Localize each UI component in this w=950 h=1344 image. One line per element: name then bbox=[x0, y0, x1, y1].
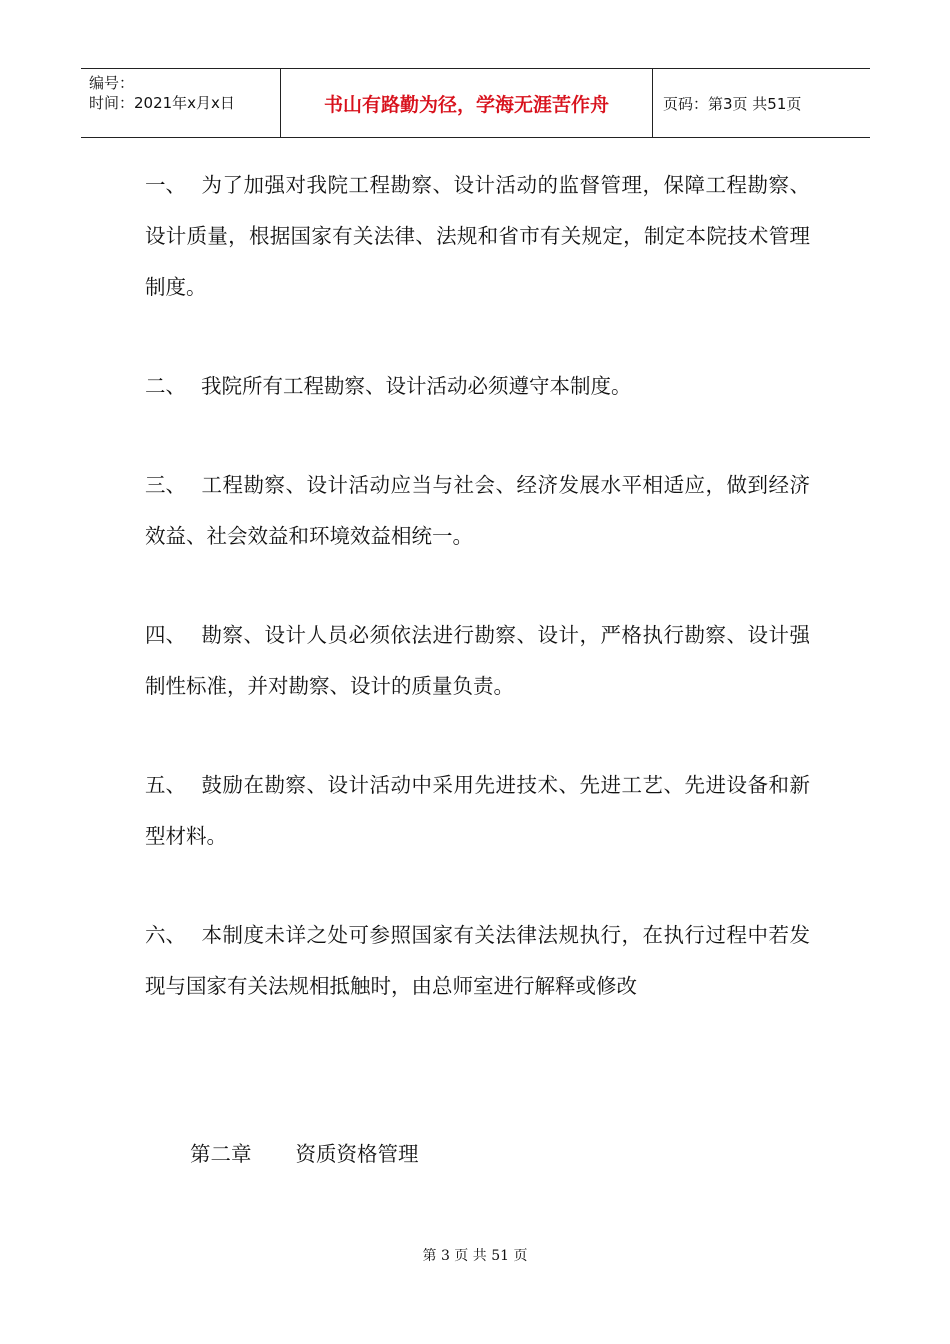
chapter-title: 资质资格管理 bbox=[295, 1142, 419, 1166]
header-date-label: 时间：2021年x月x日 bbox=[89, 94, 235, 112]
paragraph-number: 五、 bbox=[145, 773, 186, 797]
paragraph-number: 一、 bbox=[145, 173, 186, 197]
paragraph-text: 本制度未详之处可参照国家有关法律法规执行，在执行过程中若发现与国家有关法规相抵触时，由总师室进行解释或修改 bbox=[145, 923, 810, 998]
paragraph-text: 鼓励在勘察、设计活动中采用先进技术、先进工艺、先进设备和新型材料。 bbox=[145, 773, 810, 848]
page-footer: 第 3 页 共 51 页 bbox=[422, 1248, 528, 1264]
paragraph-number: 二、 bbox=[145, 374, 186, 398]
paragraph-number: 三、 bbox=[145, 473, 186, 497]
paragraph-3 bbox=[145, 460, 810, 562]
header-meta bbox=[81, 69, 281, 137]
header-number-label: 编号： bbox=[89, 74, 135, 92]
paragraph-4 bbox=[145, 610, 810, 712]
header-page-label: 页码：第3页 共51页 bbox=[663, 94, 802, 113]
header-motto: 书山有路勤为径，学海无涯苦作舟 bbox=[281, 69, 653, 137]
page-header bbox=[81, 68, 870, 138]
paragraph-1 bbox=[145, 160, 810, 313]
chapter-heading bbox=[190, 1138, 419, 1170]
paragraph-number: 六、 bbox=[145, 923, 186, 947]
paragraph-text: 勘察、设计人员必须依法进行勘察、设计，严格执行勘察、设计强制性标准，并对勘察、设计的质量负责。 bbox=[145, 623, 810, 698]
chapter-number: 第二章 bbox=[190, 1142, 252, 1166]
paragraph-text: 工程勘察、设计活动应当与社会、经济发展水平相适应，做到经济效益、社会效益和环境效益相统一。 bbox=[145, 473, 810, 548]
paragraph-number: 四、 bbox=[145, 623, 186, 647]
paragraph-text: 我院所有工程勘察、设计活动必须遵守本制度。 bbox=[201, 374, 632, 398]
paragraph-text: 为了加强对我院工程勘察、设计活动的监督管理，保障工程勘察、设计质量，根据国家有关法律、法规和省市有关规定，制定本院技术管理制度。 bbox=[145, 173, 810, 299]
document-body bbox=[145, 160, 810, 1060]
paragraph-5 bbox=[145, 760, 810, 862]
paragraph-6 bbox=[145, 910, 810, 1012]
paragraph-2 bbox=[145, 361, 810, 412]
